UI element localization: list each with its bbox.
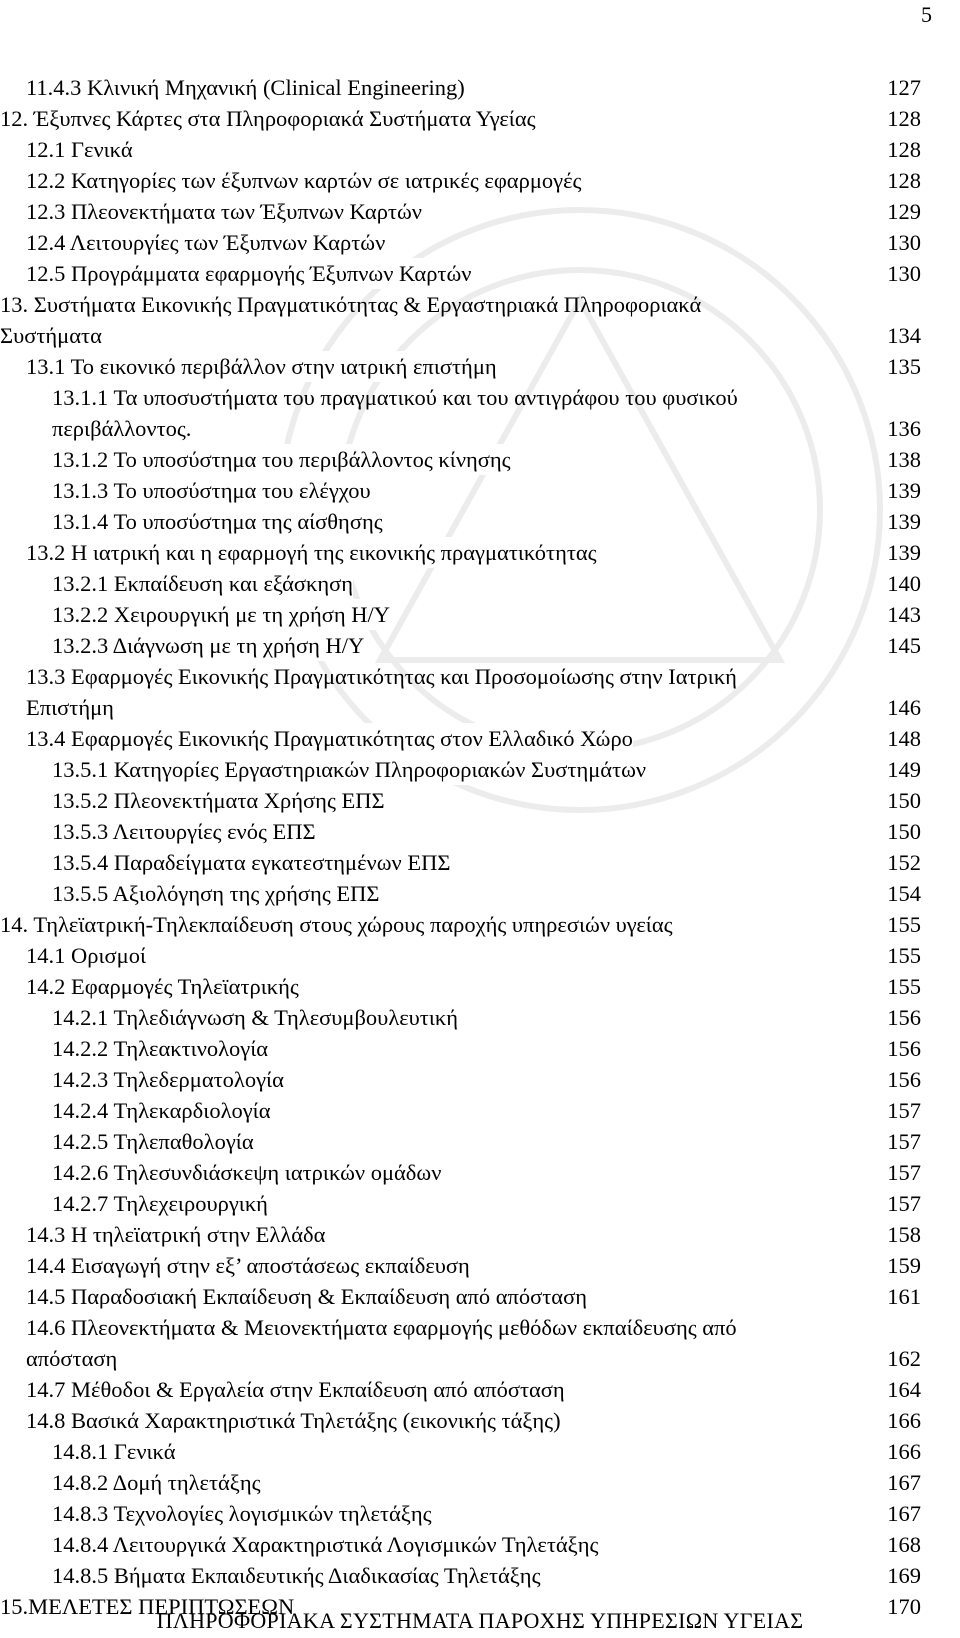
toc-entry[interactable] xyxy=(0,909,960,940)
toc-entry[interactable] xyxy=(0,103,960,134)
toc-page-number: 161 xyxy=(887,1284,921,1309)
toc-page-number: 169 xyxy=(887,1563,921,1588)
toc-page-number: 150 xyxy=(887,819,921,844)
toc-entry-text: 14.2.5 Τηλεπαθολογία xyxy=(52,1126,254,1157)
toc-entry[interactable] xyxy=(0,1374,960,1405)
toc-entry[interactable] xyxy=(0,1405,960,1436)
toc-entry-text: 13.1.2 Το υποσύστημα του περιβάλλοντος κίνησης xyxy=(52,444,511,475)
toc-page-number: 130 xyxy=(887,230,921,255)
toc-entry[interactable] xyxy=(0,754,960,785)
toc-page-number: 156 xyxy=(887,1067,921,1092)
toc-entry[interactable] xyxy=(0,475,960,506)
toc-entry-line[interactable] xyxy=(0,382,960,413)
toc-entry[interactable] xyxy=(0,940,960,971)
toc-entry-continuation: περιβάλλοντος. xyxy=(52,413,191,444)
toc-page-number: 134 xyxy=(887,323,921,348)
toc-entry-text: 14.2.4 Τηλεκαρδιολογία xyxy=(52,1095,271,1126)
page-number: 5 xyxy=(921,2,932,27)
toc-entry[interactable] xyxy=(0,1095,960,1126)
toc-entry[interactable] xyxy=(0,196,960,227)
toc-entry[interactable] xyxy=(0,134,960,165)
toc-page-number: 170 xyxy=(887,1594,921,1619)
toc-entry[interactable] xyxy=(0,1033,960,1064)
toc-page-number: 136 xyxy=(887,416,921,441)
toc-entry-text: 14. Τηλεϊατρική-Τηλεκπαίδευση στους χώρους παροχής υπηρεσιών υγείας xyxy=(0,909,673,940)
toc-page-number: 146 xyxy=(887,695,921,720)
toc-entry-text: 14.5 Παραδοσιακή Εκπαίδευση & Εκπαίδευση από απόσταση xyxy=(26,1281,587,1312)
toc-entry[interactable] xyxy=(0,1188,960,1219)
toc-entry[interactable] xyxy=(0,1343,960,1374)
toc-page-number: 139 xyxy=(887,540,921,565)
toc-page-number: 152 xyxy=(887,850,921,875)
toc-page-number: 157 xyxy=(887,1160,921,1185)
toc-entry[interactable] xyxy=(0,1064,960,1095)
toc-page-number: 157 xyxy=(887,1098,921,1123)
toc-page-number: 155 xyxy=(887,912,921,937)
toc-entry-text: 12.2 Κατηγορίες των έξυπνων καρτών σε ιατρικές εφαρμογές xyxy=(26,165,581,196)
toc-page-number: 158 xyxy=(887,1222,921,1247)
toc-entry-text: 12.5 Προγράμματα εφαρμογής Έξυπνων Καρτών xyxy=(26,258,471,289)
toc-entry-text: 14.2.2 Τηλεακτινολογία xyxy=(52,1033,268,1064)
toc-page-number: 139 xyxy=(887,478,921,503)
toc-entry-text: 13.1 Το εικονικό περιβάλλον στην ιατρική επιστήμη xyxy=(26,351,497,382)
toc-entry-continuation: Επιστήμη xyxy=(26,692,114,723)
toc-page-number: 143 xyxy=(887,602,921,627)
toc-entry-continuation: Συστήματα xyxy=(0,320,102,351)
toc-entry[interactable] xyxy=(0,165,960,196)
toc-entry[interactable] xyxy=(0,537,960,568)
toc-entry-text: 13.5.2 Πλεονεκτήματα Χρήσης ΕΠΣ xyxy=(52,785,385,816)
toc-entry[interactable] xyxy=(0,599,960,630)
toc-entry-text: 14.8.1 Γενικά xyxy=(52,1436,176,1467)
toc-entry[interactable] xyxy=(0,1002,960,1033)
toc-entry[interactable] xyxy=(0,1560,960,1591)
toc-entry-text: 14.3 Η τηλεϊατρική στην Ελλάδα xyxy=(26,1219,325,1250)
toc-page-number: 138 xyxy=(887,447,921,472)
toc-entry[interactable] xyxy=(0,1250,960,1281)
toc-page-number: 167 xyxy=(887,1470,921,1495)
toc-entry-text: 14.2 Εφαρμογές Τηλεϊατρικής xyxy=(26,971,299,1002)
toc-entry[interactable] xyxy=(0,413,960,444)
toc-entry-text: 14.6 Πλεονεκτήματα & Μειονεκτήματα εφαρμογής μεθόδων εκπαίδευσης από xyxy=(26,1315,737,1340)
toc-entry[interactable] xyxy=(0,971,960,1002)
toc-page-number: 127 xyxy=(887,75,921,100)
toc-entry[interactable] xyxy=(0,785,960,816)
toc-page-number: 164 xyxy=(887,1377,921,1402)
toc-entry-text: 12. Έξυπνες Κάρτες στα Πληροφοριακά Συστήματα Υγείας xyxy=(0,103,536,134)
toc-entry-text: 14.8.5 Βήματα Εκπαιδευτικής Διαδικασίας Τηλετάξης xyxy=(52,1560,541,1591)
toc-entry[interactable] xyxy=(0,816,960,847)
toc-entry-text: 13.1.1 Τα υποσυστήματα του πραγματικού και του αντιγράφου του φυσικού xyxy=(52,385,738,410)
toc-page-number: 130 xyxy=(887,261,921,286)
toc-entry[interactable] xyxy=(0,258,960,289)
toc-entry-text: 14.2.1 Τηλεδιάγνωση & Τηλεσυμβουλευτική xyxy=(52,1002,458,1033)
running-footer: ΠΛΗΡΟΦΟΡΙΑΚΑ ΣΥΣΤΗΜΑΤΑ ΠΑΡΟΧΗΣ ΥΠΗΡΕΣΙΩΝ ΥΓΕΙΑΣ xyxy=(156,1608,804,1633)
toc-entry-text: 14.2.6 Τηλεσυνδιάσκεψη ιατρικών ομάδων xyxy=(52,1157,441,1188)
toc-entry[interactable] xyxy=(0,506,960,537)
toc-entry-text: 13.5.5 Αξιολόγηση της χρήσης ΕΠΣ xyxy=(52,878,379,909)
toc-entry-text: 13.2.2 Χειρουργική με τη χρήση Η/Υ xyxy=(52,599,390,630)
toc-page-number: 128 xyxy=(887,168,921,193)
toc-page-number: 140 xyxy=(887,571,921,596)
toc-entry-text: 11.4.3 Κλινική Μηχανική (Clinical Engineering) xyxy=(26,72,465,103)
toc-page-number: 159 xyxy=(887,1253,921,1278)
toc-page-number: 145 xyxy=(887,633,921,658)
toc-entry-text: 13.3 Εφαρμογές Εικονικής Πραγματικότητας και Προσομοίωσης στην Ιατρική xyxy=(26,664,737,689)
toc-page-number: 156 xyxy=(887,1036,921,1061)
toc-entry-text: 13.1.4 Το υποσύστημα της αίσθησης xyxy=(52,506,383,537)
toc-entry-text: 14.4 Εισαγωγή στην εξ’ αποστάσεως εκπαίδευση xyxy=(26,1250,470,1281)
toc-entry-text: 13.5.3 Λειτουργίες ενός ΕΠΣ xyxy=(52,816,316,847)
toc-entry-text: 14.8.2 Δομή τηλετάξης xyxy=(52,1467,261,1498)
toc-entry-text: 12.4 Λειτουργίες των Έξυπνων Καρτών xyxy=(26,227,385,258)
toc-entry[interactable] xyxy=(0,444,960,475)
toc-entry[interactable] xyxy=(0,568,960,599)
toc-entry[interactable] xyxy=(0,1281,960,1312)
toc-entry-text: 15.ΜΕΛΕΤΕΣ ΠΕΡΙΠΤΩΣΕΩΝ xyxy=(0,1591,294,1622)
toc-entry-text: 13.2.1 Εκπαίδευση και εξάσκηση xyxy=(52,568,353,599)
toc-entry-text: 12.3 Πλεονεκτήματα των Έξυπνων Καρτών xyxy=(26,196,422,227)
toc-entry-text: 13. Συστήματα Εικονικής Πραγματικότητας & Εργαστηριακά Πληροφοριακά xyxy=(0,292,702,317)
toc-entry-text: 13.2 Η ιατρική και η εφαρμογή της εικονικής πραγματικότητας xyxy=(26,537,597,568)
toc-page-number: 162 xyxy=(887,1346,921,1371)
toc-entry-line[interactable] xyxy=(0,1312,960,1343)
toc-entry-text: 14.8.4 Λειτουργικά Χαρακτηριστικά Λογισμικών Τηλετάξης xyxy=(52,1529,598,1560)
toc-entry-text: 14.2.7 Τηλεχειρουργική xyxy=(52,1188,268,1219)
toc-entry[interactable] xyxy=(0,1157,960,1188)
toc-page-number: 157 xyxy=(887,1129,921,1154)
toc-entry-text: 14.2.3 Τηλεδερματολογία xyxy=(52,1064,284,1095)
toc-entry[interactable] xyxy=(0,723,960,754)
toc-page-number: 155 xyxy=(887,943,921,968)
toc-page-number: 148 xyxy=(887,726,921,751)
toc-entry-text: 12.1 Γενικά xyxy=(26,134,133,165)
toc-page-number: 154 xyxy=(887,881,921,906)
toc-entry-text: 13.4 Εφαρμογές Εικονικής Πραγματικότητας στον Ελλαδικό Χώρο xyxy=(26,723,633,754)
toc-entry-line[interactable] xyxy=(0,289,960,320)
toc-entry[interactable] xyxy=(0,847,960,878)
toc-page-number: 166 xyxy=(887,1408,921,1433)
toc-entry[interactable] xyxy=(0,630,960,661)
toc-page-number: 128 xyxy=(887,106,921,131)
toc-page-number: 150 xyxy=(887,788,921,813)
toc-page-number: 167 xyxy=(887,1501,921,1526)
toc-entry[interactable] xyxy=(0,1219,960,1250)
toc-page-number: 139 xyxy=(887,509,921,534)
toc-entry-continuation: απόσταση xyxy=(26,1343,117,1374)
toc-entry[interactable] xyxy=(0,1529,960,1560)
toc-page-number: 168 xyxy=(887,1532,921,1557)
toc-page-number: 166 xyxy=(887,1439,921,1464)
toc-entry-text: 14.8 Βασικά Χαρακτηριστικά Τηλετάξης (εικονικής τάξης) xyxy=(26,1405,561,1436)
toc-entry-text: 14.7 Μέθοδοι & Εργαλεία στην Εκπαίδευση από απόσταση xyxy=(26,1374,565,1405)
toc-entry[interactable] xyxy=(0,72,960,103)
toc-entry[interactable] xyxy=(0,351,960,382)
toc-page-number: 156 xyxy=(887,1005,921,1030)
toc-entry[interactable] xyxy=(0,692,960,723)
toc-entry[interactable] xyxy=(0,227,960,258)
toc-entry-text: 14.8.3 Τεχνολογίες λογισμικών τηλετάξης xyxy=(52,1498,432,1529)
toc-page-number: 135 xyxy=(887,354,921,379)
toc-entry-text: 13.2.3 Διάγνωση με τη χρήση Η/Υ xyxy=(52,630,364,661)
toc-entry-text: 13.1.3 Το υποσύστημα του ελέγχου xyxy=(52,475,371,506)
toc-entry-text: 13.5.4 Παραδείγματα εγκατεστημένων ΕΠΣ xyxy=(52,847,450,878)
toc-entry[interactable] xyxy=(0,878,960,909)
toc-entry[interactable] xyxy=(0,1436,960,1467)
toc-entry[interactable] xyxy=(0,1467,960,1498)
toc-entry[interactable] xyxy=(0,1498,960,1529)
toc-entry-line[interactable] xyxy=(0,661,960,692)
toc-page-number: 149 xyxy=(887,757,921,782)
table-of-contents xyxy=(0,72,960,1622)
toc-page-number: 128 xyxy=(887,137,921,162)
toc-page-number: 155 xyxy=(887,974,921,999)
toc-entry[interactable] xyxy=(0,1126,960,1157)
toc-entry-text: 13.5.1 Κατηγορίες Εργαστηριακών Πληροφοριακών Συστημάτων xyxy=(52,754,646,785)
toc-entry[interactable] xyxy=(0,320,960,351)
toc-page-number: 157 xyxy=(887,1191,921,1216)
toc-page-number: 129 xyxy=(887,199,921,224)
toc-entry-text: 14.1 Ορισμοί xyxy=(26,940,146,971)
